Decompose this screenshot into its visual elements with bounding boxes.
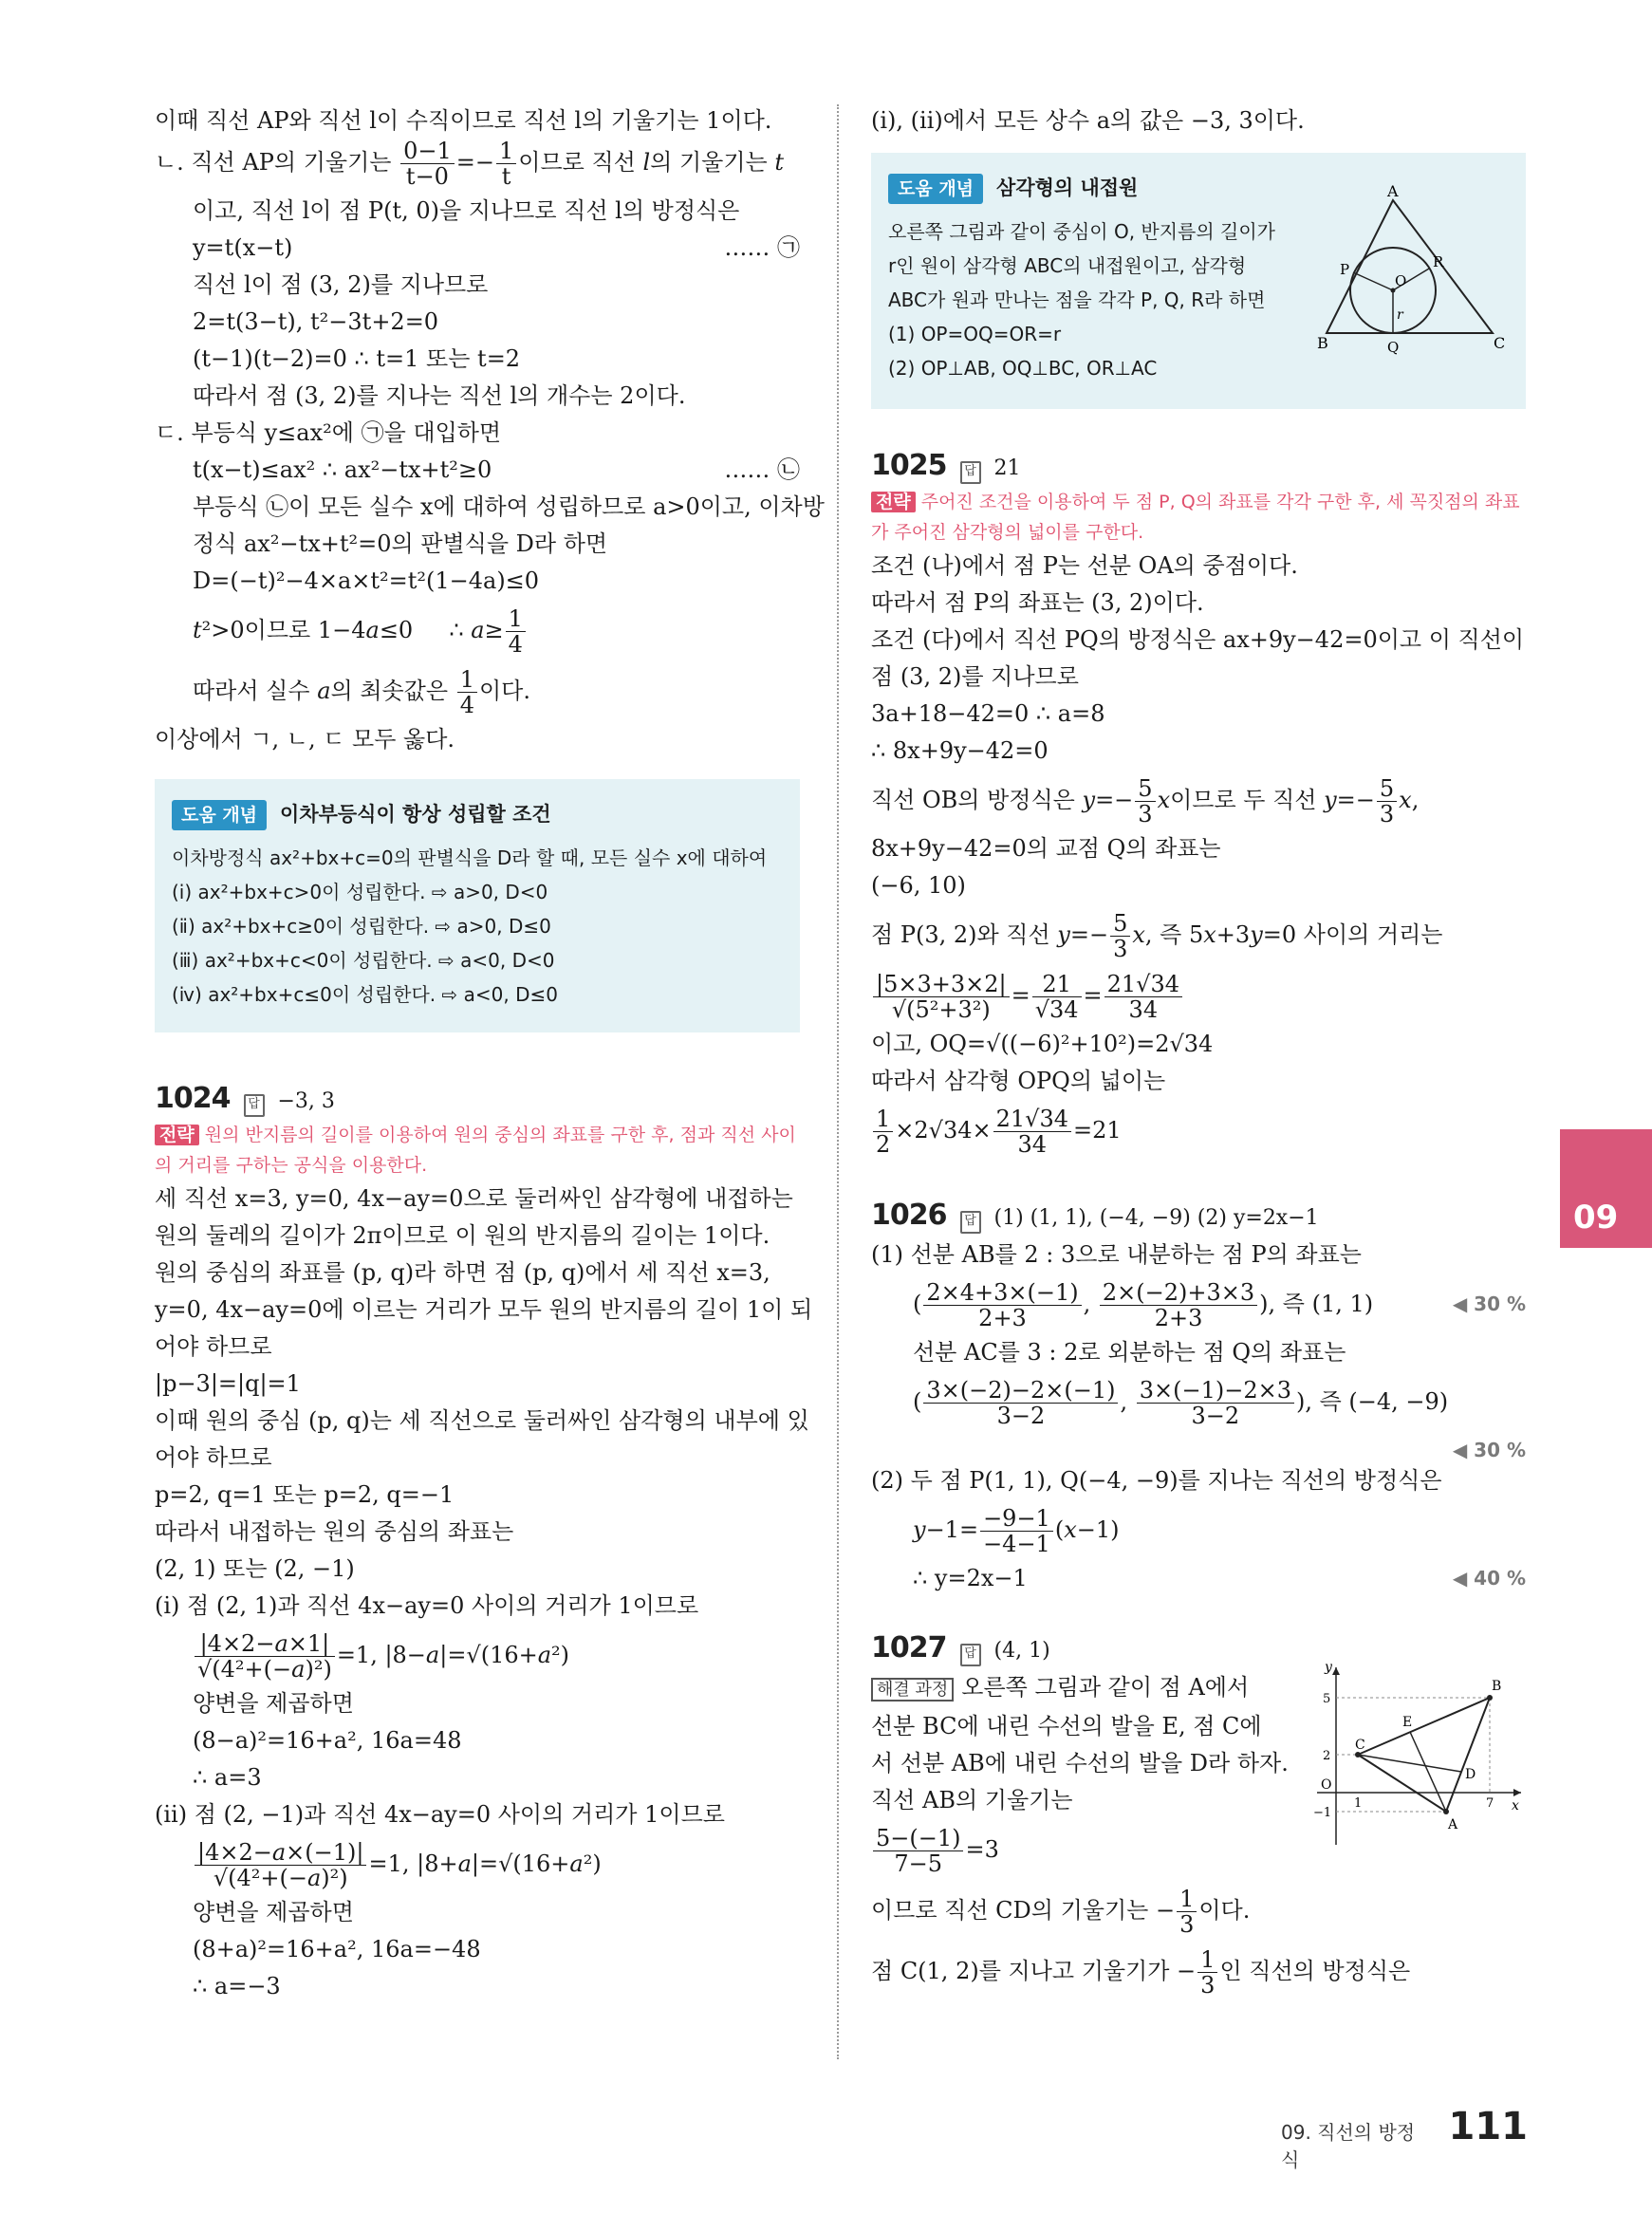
right-column [871,102,1526,2001]
solution-line: (2) 두 점 P(1, 1), Q(−4, −9)를 지나는 직선의 방정식은 [871,1467,1442,1494]
solution-line: 조건 (나)에서 점 P는 선분 OA의 중점이다. [871,552,1298,579]
equation-tag-2: …… ㉡ [724,456,800,483]
solution-line: 이므로 직선 CD의 기울기는 − $\frac{1}{3}$ 이다. [871,1886,1251,1938]
answer-icon: 답 [960,1644,981,1666]
solution-line: 따라서 내접하는 원의 중심의 좌표는 [155,1518,514,1545]
score-label: ◀ 30 % [1452,1292,1526,1315]
help-line: 이차방정식 ax²+bx+c=0의 판별식을 D라 할 때, 모든 실수 x에 대하여 [172,846,768,869]
score-line [871,1432,1526,1462]
help-concept-badge: 도움 개념 [888,174,983,204]
fig-tick-7: 7 [1486,1796,1494,1811]
solution-line: 이때 직선 AP와 직선 l이 수직이므로 직선 l의 기울기는 1이다. [155,107,772,134]
equation-tag-1: …… ㉠ [724,234,800,261]
fig-tick-1: 1 [1354,1796,1363,1811]
score-label: ◀ 40 % [1452,1567,1526,1590]
strategy-text: 전략 원의 반지름의 길이를 이용하여 원의 중심의 좌표를 구한 후, 점과 직선 사이의 거리를 구하는 공식을 이용한다. [155,1125,796,1176]
help-line: (ⅱ) ax²+bx+c≥0이 성립한다. ⇨ a>0, D≤0 [172,915,551,938]
fig-point-a: A [1448,1817,1458,1832]
answer-icon: 답 [244,1094,265,1117]
help-line: ABC가 원과 만나는 점을 각각 P, Q, R라 하면 [888,288,1266,311]
strategy-badge: 전략 [155,1125,199,1145]
problem-number: 1025 [871,449,947,482]
solution-line: 점 P(3, 2)와 직선 y=− $\frac{5}{3}$ x, 즉 5x+3y=0 사이의 거리는 [871,910,1443,962]
solution-line: (8−a)²=16+a², 16a=48 [193,1727,462,1754]
fig-label-p: P [1340,261,1350,278]
solution-line: 이상에서 ㄱ, ㄴ, ㄷ 모두 옳다. [155,726,455,753]
column-divider [837,104,839,2059]
solution-line: $\frac{|4\times 2-a\times 1|}{\text{√(4²+(−a)²)}}$ =1, |8−a|=√(16+a²) [155,1625,800,1685]
solution-line: $\frac{|5\times 3+3\times 2|}{\text{√(5²+3²)}}$ = $\frac{21}{√34}$ = $\frac{21√34}{34}$ [871,965,1526,1026]
answer-text: (4, 1) [993,1639,1050,1663]
solution-line: $\frac{1}{2}$ ×2√34× $\frac{21√34}{34}$ =21 [871,1100,1526,1161]
solution-line: $\frac{5-(-1)}{7-5}$ =3 [871,1819,1526,1880]
incircle-figure [1317,181,1507,362]
fig-label-c: C [1494,334,1506,352]
solution-line: ∴ a=3 [193,1764,262,1791]
chapter-side-tab: 09 [1560,1129,1652,1248]
answer-text: 21 [993,456,1021,480]
solution-line: 선분 AC를 3 : 2로 외분하는 점 Q의 좌표는 [913,1339,1346,1366]
solution-line: 점 (3, 2)를 지나므로 [871,663,1079,690]
help-line: (2) OP⊥AB, OQ⊥BC, OR⊥AC [888,357,1158,380]
solution-line: (ⅱ) 점 (2, −1)과 직선 4x−ay=0 사이의 거리가 1이므로 [155,1801,725,1828]
solution-line: ( $\frac{2\times 4+3\times(-1)}{2+3}$ , $\frac{2\times(-2)+3\times 3}{2+3}$ ), 즉 (1, 1) ◀ 30 % [871,1274,1526,1334]
fig-point-e: E [1402,1715,1413,1730]
fig-label-o: O [1395,272,1407,289]
solution-line: ∴ 8x+9y−42=0 [871,737,1049,764]
solution-line: (8+a)²=16+a², 16a=−48 [193,1936,481,1962]
solution-line: 양변을 제곱하면 [193,1899,354,1925]
problem-number: 1027 [871,1631,947,1664]
fig-tick-5: 5 [1323,1692,1331,1706]
solution-line: 정식 ax²−tx+t²=0의 판별식을 D라 하면 [193,530,608,557]
problem-number: 1026 [871,1199,947,1232]
problem-1025-header [871,447,1526,487]
page-number: 111 [1448,2105,1528,2148]
answer-icon: 답 [960,1211,981,1234]
solution-line: t²>0이므로 1−4a≤0 ∴ a≥ $\frac{1}{4}$ [155,600,800,660]
solution-line: $\frac{|4\times 2-a\times(-1)|}{\text{√(4²+(−a)²)}}$ =1, |8+a|=√(16+a²) [155,1833,800,1894]
solution-line: ( $\frac{3\times(-2)-2\times(-1)}{3-2}$ , $\frac{3\times(-1)-2\times 3}{3-2}$ ), 즉 (−4, −9) [913,1377,1449,1429]
left-column [155,102,825,2005]
solution-line: 어야 하므로 [155,1333,272,1360]
solution-line: ㄴ. 직선 AP의 기울기는 $\frac{0-1}{t-0}$ =− $\frac{1}{t}$ 이므로 직선 l의 기울기는 t [155,138,784,190]
help-line: (ⅳ) ax²+bx+c≤0이 성립한다. ⇨ a<0, D≤0 [172,983,558,1006]
fig-label-b: B [1317,334,1328,352]
problem-1024-header [155,1080,800,1120]
solution-line: 이고, 직선 l이 점 P(t, 0)을 지나므로 직선 l의 방정식은 [193,197,740,224]
answer-text: (1) (1, 1), (−4, −9) (2) y=2x−1 [993,1206,1319,1230]
solution-line: y=0, 4x−ay=0에 이르는 거리가 모두 원의 반지름의 길이 1이 되 [155,1296,813,1323]
solution-line: (−6, 10) [871,872,966,899]
solution-line: y−1= $\frac{-9-1}{-4-1}$ (x−1) [913,1505,1120,1557]
fig-label-radius: r [1397,307,1403,323]
fig-point-b: B [1492,1679,1502,1694]
solution-line: ∴ a=−3 [193,1973,281,1999]
help-line: (ⅰ) ax²+bx+c>0이 성립한다. ⇨ a>0, D<0 [172,881,548,903]
solution-line: (ⅰ), (ⅱ)에서 모든 상수 a의 값은 −3, 3이다. [871,107,1305,134]
solution-line: 이때 원의 중심 (p, q)는 세 직선으로 둘러싸인 삼각형의 내부에 있 [155,1407,809,1434]
solution-line: (t−1)(t−2)=0 ∴ t=1 또는 t=2 [193,345,521,372]
page-footer [1281,2105,1528,2172]
fig-axis-y: y [1325,1660,1332,1675]
problem-1026-header [871,1197,1526,1237]
help-concept-box-incircle [871,153,1526,409]
help-line: 오른쪽 그림과 같이 중심이 O, 반지름의 길이가 [888,220,1276,243]
fig-label-q: Q [1387,339,1400,356]
solution-line: 원의 둘레의 길이가 2π이므로 이 원의 반지름의 길이는 1이다. [155,1222,770,1249]
solution-line: (1) 선분 AB를 2 : 3으로 내분하는 점 P의 좌표는 [871,1241,1362,1268]
solution-line: 따라서 실수 a의 최솟값은 $\frac{1}{4}$ 이다. [193,666,530,718]
score-label: ◀ 30 % [1452,1439,1526,1461]
solution-line: t(x−t)≤ax² ∴ ax²−tx+t²≥0 …… ㉡ [155,452,800,489]
help-concept-title: 이차부등식이 항상 성립할 조건 [280,803,551,826]
solution-line: 조건 (다)에서 직선 PQ의 방정식은 ax+9y−42=0이고 이 직선이 [871,626,1525,653]
solution-line: 따라서 점 (3, 2)를 지나는 직선 l의 개수는 2이다. [193,382,686,409]
solution-line: 따라서 삼각형 OPQ의 넓이는 [871,1068,1166,1094]
coordinate-figure [1298,1660,1526,1850]
fig-point-d: D [1465,1767,1476,1782]
answer-text: −3, 3 [277,1089,335,1113]
solution-line: 해결 과정 오른쪽 그림과 같이 점 A에서 [871,1669,1526,1708]
solution-line: 직선 AB의 기울기는 [871,1787,1073,1813]
fig-axis-x: x [1512,1798,1519,1813]
solution-line: y=t(x−t) …… ㉠ [155,230,800,267]
solution-line: |p−3|=|q|=1 [155,1370,301,1397]
help-concept-title: 삼각형의 내접원 [996,177,1139,199]
solution-line: 직선 l이 점 (3, 2)를 지나므로 [193,271,489,298]
solution-line: 따라서 점 P의 좌표는 (3, 2)이다. [871,589,1204,616]
solution-line: 어야 하므로 [155,1444,272,1471]
solution-line: 양변을 제곱하면 [193,1690,354,1717]
solution-line: ∴ y=2x−1 ◀ 40 % [871,1560,1526,1597]
process-badge: 해결 과정 [871,1678,954,1702]
help-line: (1) OP=OQ=OR=r [888,323,1062,345]
help-line: (ⅲ) ax²+bx+c<0이 성립한다. ⇨ a<0, D<0 [172,949,555,972]
help-line: r인 원이 삼각형 ABC의 내접원이고, 삼각형 [888,254,1247,277]
help-concept-badge: 도움 개념 [172,800,267,830]
fig-tick-minus-1: −1 [1313,1806,1332,1820]
problem-number: 1024 [155,1082,231,1115]
solution-line: 3a+18−42=0 ∴ a=8 [871,700,1105,727]
solution-line: (ⅰ) 점 (2, 1)과 직선 4x−ay=0 사이의 거리가 1이므로 [155,1592,699,1619]
solution-line: 선분 BC에 내린 수선의 발을 E, 점 C에 [871,1713,1262,1739]
solution-line: 부등식 ㉡이 모든 실수 x에 대하여 성립하므로 a>0이고, 이차방 [193,493,825,520]
solution-line: (2, 1) 또는 (2, −1) [155,1555,355,1582]
solution-line: 직선 OB의 방정식은 y=− $\frac{5}{3}$ x이므로 두 직선 y=− $\frac{5}{3}$ x, [871,775,1420,828]
solution-line: 이고, OQ=√((−6)²+10²)=2√34 [871,1031,1214,1057]
fig-point-c: C [1355,1738,1365,1753]
fig-tick-2: 2 [1323,1749,1331,1763]
solution-line: 8x+9y−42=0의 교점 Q의 좌표는 [871,835,1221,862]
fig-label-a: A [1387,182,1399,200]
footer-chapter: 09. 직선의 방정식 [1281,2121,1416,2171]
solution-line: 점 C(1, 2)를 지나고 기울기가 − $\frac{1}{3}$ 인 직선의 방정식은 [871,1946,1411,1999]
answer-icon: 답 [960,461,981,484]
solution-line: D=(−t)²−4×a×t²=t²(1−4a)≤0 [193,567,540,594]
solution-line: p=2, q=1 또는 p=2, q=−1 [155,1481,455,1508]
strategy-text: 전략 주어진 조건을 이용하여 두 점 P, Q의 좌표를 각각 구한 후, 세 꼭짓점의 좌표가 주어진 삼각형의 넓이를 구한다. [871,492,1520,543]
help-concept-box [155,779,800,1032]
solution-line: 세 직선 x=3, y=0, 4x−ay=0으로 둘러싸인 삼각형에 내접하는 [155,1185,793,1212]
fig-label-r: R [1433,253,1444,270]
solution-line: 2=t(3−t), t²−3t+2=0 [193,308,439,335]
solution-line: 서 선분 AB에 내린 수선의 발을 D라 하자. [871,1750,1289,1776]
solution-line: ㄷ. 부등식 y≤ax²에 ㉠을 대입하면 [155,419,502,446]
solution-line: 원의 중심의 좌표를 (p, q)라 하면 점 (p, q)에서 세 직선 x=3, [155,1259,770,1286]
strategy-badge: 전략 [871,492,916,512]
fig-origin: O [1321,1777,1332,1793]
